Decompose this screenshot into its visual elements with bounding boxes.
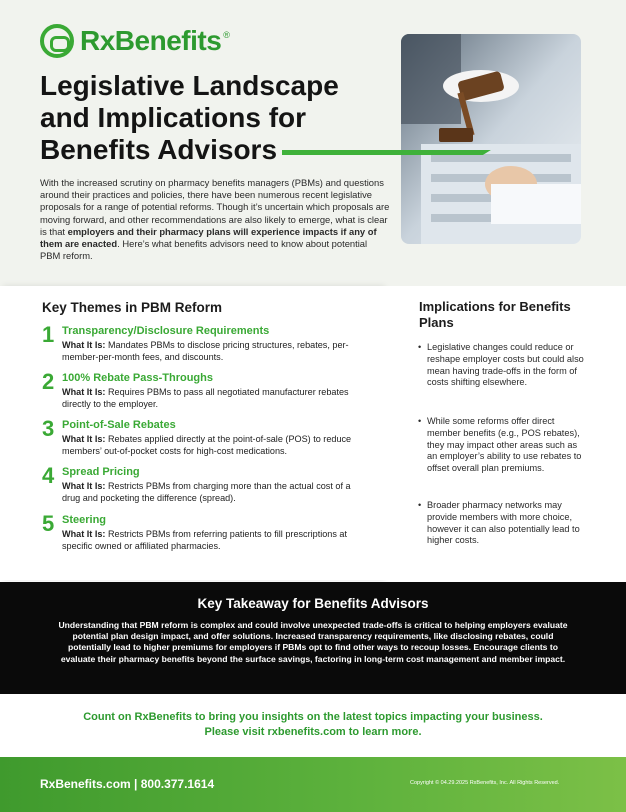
brand-registered-mark: ® xyxy=(223,30,230,40)
implication-bullet: • Legislative changes could reduce or reshape employer costs but could also mean having trade-offs in the form of costs shifting elsewhere. xyxy=(418,342,588,389)
theme-description-text: Rebates applied directly at the point-of-sale (POS) to reduce members’ out-of-pocket costs for high-cost medications. xyxy=(62,434,352,456)
takeaway-body xyxy=(52,620,574,665)
what-it-is-label: What It Is: xyxy=(62,529,106,539)
footer-bar xyxy=(0,757,626,812)
key-takeaway-section xyxy=(0,582,626,694)
intro-emphasis: employers and their pharmacy plans will experience impacts if any of them are enacted xyxy=(40,225,377,250)
intro-text-1: With the increased scrutiny on pharmacy benefits managers (PBMs) and questions around their practices and policies, there have been numerous recent legislative proposals for a range of potential reforms. Though it’s uncertain which proposals are moving forward, and other recommendations are also likely to emerge, what is clear is that xyxy=(40,177,390,237)
theme-number: 4 xyxy=(42,463,55,488)
implication-bullet: • Broader pharmacy networks may provide members with more choice, however it can also potentially lead to higher costs. xyxy=(418,500,588,547)
implication-bullet: • While some reforms offer direct member benefits (e.g., POS rebates), they may impact other areas such as an employer’s ability to use rebates to offset overall plan premiums. xyxy=(418,416,588,475)
title-line-2: and Implications for xyxy=(40,102,307,133)
header-section xyxy=(0,0,626,286)
theme-title: Point-of-Sale Rebates xyxy=(62,419,176,431)
theme-title: 100% Rebate Pass-Throughs xyxy=(62,372,213,384)
implications-title: Implications for Benefits Plans xyxy=(419,299,571,330)
implications-panel xyxy=(382,286,626,580)
key-themes-title: Key Themes in PBM Reform xyxy=(42,300,223,315)
takeaway-emphasis: critical xyxy=(414,620,442,630)
title-line-1: Legislative Landscape xyxy=(40,70,339,101)
theme-number: 5 xyxy=(42,511,55,536)
theme-description xyxy=(62,434,362,457)
brand-name: RxBenefits xyxy=(80,25,222,56)
theme-description xyxy=(62,340,362,363)
intro-paragraph xyxy=(40,177,390,262)
what-it-is-label: What It Is: xyxy=(62,387,106,397)
takeaway-emphasis: beyond the surface savings xyxy=(196,653,311,664)
takeaway-text: , factoring in long-term cost management and member impact. xyxy=(310,653,566,664)
cta-line-1: Count on RxBenefits to bring you insights on the latest topics impacting your business. xyxy=(83,711,543,723)
what-it-is-label: What It Is: xyxy=(62,481,106,491)
theme-description xyxy=(62,481,362,504)
theme-title: Spread Pricing xyxy=(62,466,140,478)
key-themes-panel xyxy=(0,286,382,580)
what-it-is-label: What It Is: xyxy=(62,340,106,350)
theme-description-text: Requires PBMs to pass all negotiated manufacturer rebates directly to the employer. xyxy=(62,387,349,409)
theme-number: 3 xyxy=(42,416,55,441)
theme-description xyxy=(62,387,362,410)
theme-description-text: Restricts PBMs from charging more than the actual cost of a drug and pocketing the difference (spread). xyxy=(62,481,351,503)
theme-description-text: Restricts PBMs from referring patients to fill prescriptions at specific owned or affiliated pharmacies. xyxy=(62,529,348,551)
brand-logo xyxy=(40,24,230,58)
theme-description xyxy=(62,529,362,552)
intro-text-2: . Here’s what benefits advisors need to know about potential PBM reform. xyxy=(40,238,368,262)
takeaway-title: Key Takeaway for Benefits Advisors xyxy=(197,596,429,611)
takeaway-text: to helping employers evaluate potential plan design impact, and offer xyxy=(72,620,568,642)
footer-copyright: Copyright © 04.29.2025 RxBenefits, Inc. All Rights Reserved. xyxy=(410,780,560,786)
call-to-action xyxy=(0,710,626,740)
takeaway-text: Understanding that PBM reform is complex and could involve unexpected trade-offs is xyxy=(58,620,415,630)
footer-contact[interactable]: RxBenefits.com | 800.377.1614 xyxy=(40,777,215,791)
theme-description-text: Mandates PBMs to disclose pricing structures, rebates, per-member-per-month fees, and discounts. xyxy=(62,340,349,362)
takeaway-emphasis: solutions xyxy=(232,631,271,642)
theme-number: 1 xyxy=(42,322,55,347)
takeaway-text: . Increased transparency requirements, like disclosing rebates, could potentially lead to higher premiums for employers if PBMs opt to find other ways to recoup losses. Encourage clients to evaluate their pharmacy benefits xyxy=(60,631,558,664)
theme-number: 2 xyxy=(42,369,55,394)
cta-line-2[interactable]: Please visit rxbenefits.com to learn more. xyxy=(204,726,422,738)
theme-title: Steering xyxy=(62,514,107,526)
title-line-3: Benefits Advisors xyxy=(40,134,278,165)
rx-logo-icon xyxy=(40,24,74,58)
theme-title: Transparency/Disclosure Requirements xyxy=(62,325,270,337)
what-it-is-label: What It Is: xyxy=(62,434,106,444)
